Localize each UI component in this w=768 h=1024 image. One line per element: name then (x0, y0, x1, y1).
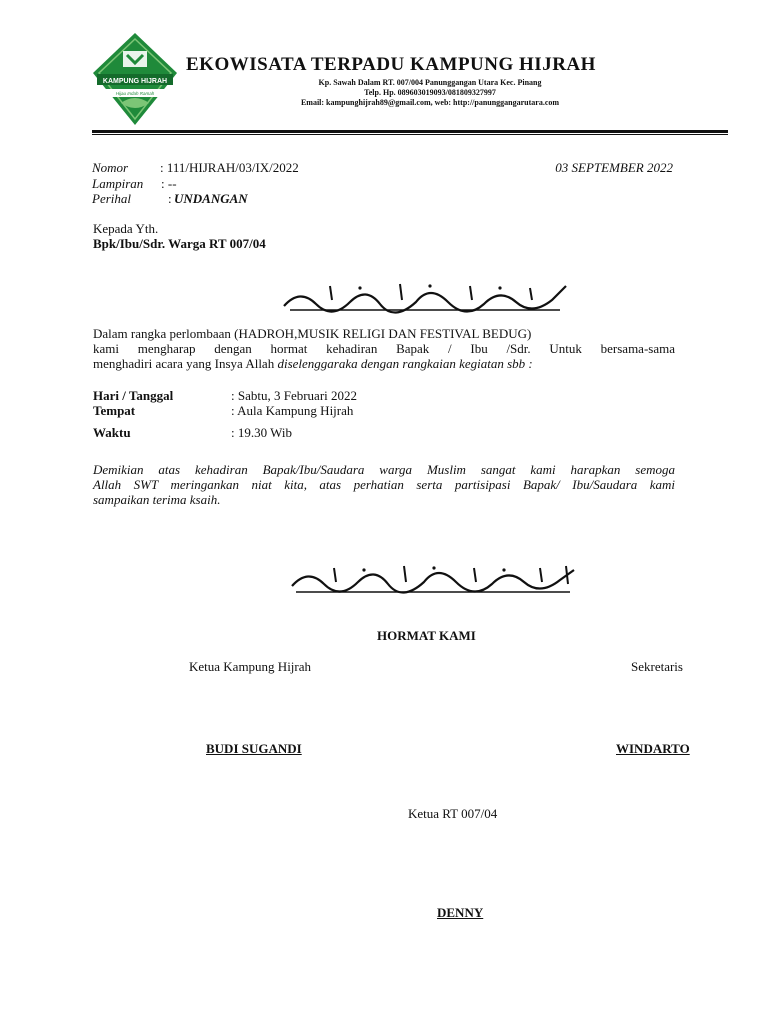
mosque-leaf-emblem-icon (93, 33, 177, 125)
header-rule-thick (92, 130, 728, 133)
body-line-2: kami mengharap dengan hormat kehadiran Bapak / Ibu /Sdr. Untuk bersama-sama (93, 341, 675, 356)
hari-label: Hari / Tanggal (93, 388, 174, 403)
lampiran-label: Lampiran (92, 176, 144, 191)
rt-name: DENNY (437, 905, 484, 920)
sekretaris-name: WINDARTO (616, 741, 690, 756)
perihal-colon: : (168, 191, 172, 206)
ketua-title: Ketua Kampung Hijrah (189, 659, 312, 674)
nomor-label: Nomor (92, 160, 129, 175)
logo-tagline: Hijau Indah Ramah (115, 91, 155, 96)
closing-line-1: Demikian atas kehadiran Bapak/Ibu/Saudara warga Muslim sangat kami harapkan semoga (93, 462, 675, 477)
letter-date: 03 SEPTEMBER 2022 (555, 160, 673, 175)
ketua-name: BUDI SUGANDI (206, 741, 302, 756)
org-address: Kp. Sawah Dalam RT. 007/004 Panunggangan Utara Kec. Pinang (318, 78, 542, 87)
wassalamualaikum-calligraphy-icon (288, 562, 578, 596)
tempat-label: Tempat (93, 403, 136, 418)
org-email: Email: kampunghijrah89@gmail.com, web: http://panunggangarutara.com (300, 98, 560, 107)
assalamualaikum-calligraphy-icon (280, 280, 570, 314)
body-line-3-italic: diselenggaraka dengan rangkaian kegiatan sbb : (277, 356, 533, 371)
logo-text: KAMPUNG HIJRAH (102, 78, 168, 85)
tempat-value: : Aula Kampung Hijrah (231, 403, 354, 418)
hari-value: : Sabtu, 3 Februari 2022 (231, 388, 358, 403)
body-line-1: Dalam rangka perlombaan (HADROH,MUSIK RELIGI DAN FESTIVAL BEDUG) (93, 326, 532, 341)
recipient-greeting: Kepada Yth. (93, 221, 159, 236)
hormat-kami: HORMAT KAMI (377, 628, 476, 643)
waktu-label: Waktu (93, 425, 131, 440)
recipient-name: Bpk/Ibu/Sdr. Warga RT 007/04 (93, 236, 266, 251)
org-title: EKOWISATA TERPADU KAMPUNG HIJRAH (186, 54, 596, 75)
sekretaris-title: Sekretaris (631, 659, 683, 674)
perihal-label: Perihal (92, 191, 131, 206)
rt-title: Ketua RT 007/04 (408, 806, 498, 821)
organization-logo (93, 33, 177, 125)
closing-line-3: sampaikan terima ksaih. (93, 492, 221, 507)
body-line-3 (93, 356, 675, 371)
closing-line-2: Allah SWT meringankan niat kita, atas perhatian serta partisipasi Bapak/ Ibu/Saudara kami (93, 477, 675, 492)
perihal-value: UNDANGAN (174, 191, 248, 206)
nomor-value: : 111/HIJRAH/03/IX/2022 (160, 160, 299, 175)
waktu-value: : 19.30 Wib (231, 425, 292, 440)
body-line-3-normal: menghadiri acara yang Insya Allah (93, 356, 278, 371)
header-rule-thin (92, 134, 728, 135)
org-phone: Telp. Hp. 089603019093/081809327997 (364, 88, 496, 97)
lampiran-value: : -- (161, 176, 177, 191)
